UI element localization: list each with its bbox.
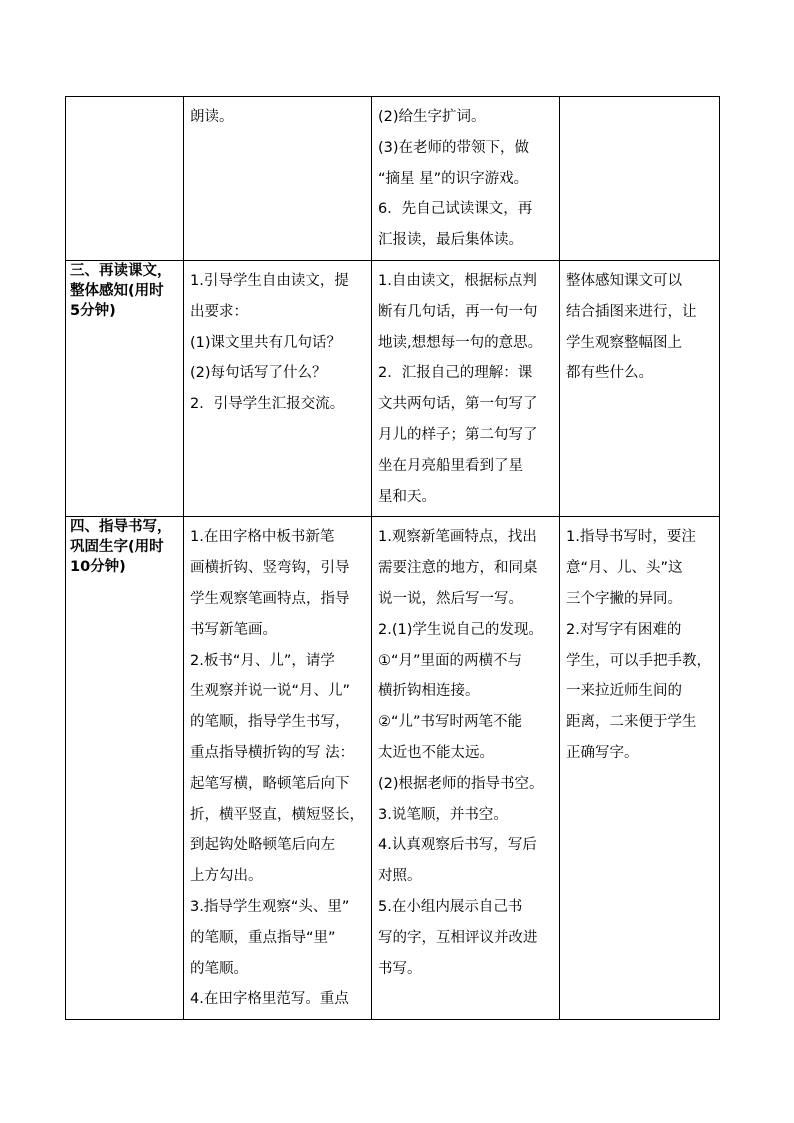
- text-line: 写的字，互相评议并改进: [378, 929, 538, 946]
- text-line: 3.说笔顺，并书空。: [378, 806, 508, 823]
- text-line: 太近也不能太远。: [378, 744, 494, 761]
- text-line: 上方勾出。: [190, 868, 263, 885]
- text-line: 学生观察笔画特点，指导: [190, 590, 350, 607]
- text-line: 意“月、儿、头”这: [566, 560, 683, 577]
- text-line: 5.在小组内展示自己书: [378, 898, 523, 915]
- text-line: ②“儿”书写时两笔不能: [378, 714, 523, 731]
- student-activity-cell: [372, 260, 560, 516]
- text-line: 1.观察新笔画特点，找出: [378, 529, 537, 546]
- text-line: 需要注意的地方，和同桌: [378, 560, 538, 577]
- text-line: (1)课文里共有几句话？: [190, 334, 342, 351]
- text-line: (2)根据老师的指导书空。: [378, 775, 544, 792]
- student-activity-cell: [372, 97, 560, 261]
- text-line: 文共两句话，第一句写了: [378, 396, 538, 413]
- text-line: 画横折钩、竖弯钩，引导: [190, 560, 350, 577]
- text-line: 汇报读，最后集体读。: [378, 232, 523, 249]
- text-line: 学生观察整幅图上: [566, 334, 682, 351]
- stage-cell: [66, 517, 184, 1020]
- text-line: 1.在田字格中板书新笔: [190, 529, 335, 546]
- text-line: (2)给生字扩词。: [378, 109, 486, 125]
- text-line: 2．汇报自己的理解：课: [378, 365, 533, 382]
- stage-title-line: 巩固生字(用时: [70, 539, 164, 556]
- text-line: 重点指导横折钩的写 法：: [190, 744, 355, 761]
- text-line: 断有几句话，再一句一句: [378, 303, 538, 320]
- text-line: 正确写字。: [566, 744, 639, 761]
- text-line: 学生，可以手把手教，: [566, 652, 711, 669]
- text-line: 距离，二来便于学生: [566, 714, 697, 731]
- text-line: 的笔顺，重点指导“里”: [190, 929, 336, 946]
- text-line: ①“月”里面的两横不与: [378, 652, 523, 669]
- text-line: 星和天。: [378, 488, 436, 505]
- table-row: [66, 97, 720, 261]
- text-line: 4.认真观察后书写，写后: [378, 837, 537, 854]
- text-line: “摘星 星”的识字游戏。: [378, 170, 529, 187]
- table-row: [66, 517, 720, 1020]
- text-line: 到起钩处略顿笔后向左: [190, 837, 335, 854]
- text-line: 6．先自己试读课文，再: [378, 201, 533, 218]
- text-line: 2．引导学生汇报交流。: [190, 396, 345, 413]
- table-row: [66, 260, 720, 516]
- text-line: 一来拉近师生间的: [566, 683, 682, 700]
- text-line: (2)每句话写了什么？: [190, 365, 327, 382]
- text-line: 坐在月亮船里看到了星: [378, 457, 523, 474]
- text-line: 3.指导学生观察“头、里”: [190, 898, 350, 915]
- text-line: 结合插图来进行，让: [566, 303, 697, 320]
- stage-cell: [66, 97, 184, 261]
- text-line: 出要求：: [190, 303, 248, 320]
- text-line: 起笔写横，略顿笔后向下: [190, 775, 350, 792]
- text-line: 2.板书“月、儿”，请学: [190, 652, 335, 669]
- lesson-plan-table: [65, 96, 720, 1020]
- text-line: 书写。: [378, 960, 422, 977]
- text-line: 的笔顺。: [190, 960, 248, 977]
- teacher-activity-cell: [184, 260, 372, 516]
- text-line: 书写新笔画。: [190, 621, 277, 638]
- text-line: 的笔顺，指导学生书写，: [190, 714, 350, 731]
- text-line: 生观察并说一说“月、儿”: [190, 683, 351, 700]
- stage-title-line: 10分钟): [70, 559, 126, 576]
- teacher-activity-cell: [184, 517, 372, 1020]
- design-intent-cell: [560, 517, 720, 1020]
- text-line: 对照。: [378, 868, 422, 885]
- text-line: 地读,想想每一句的意思。: [378, 334, 543, 351]
- teacher-activity-cell: [184, 97, 372, 261]
- text-line: 三个字撇的异同。: [566, 590, 682, 607]
- text-line: (3)在老师的带领下，做: [378, 139, 530, 156]
- stage-title-line: 5分钟): [70, 302, 116, 319]
- text-line: 1.指导书写时，要注: [566, 529, 696, 546]
- text-line: 2.(1)学生说自己的发现。: [378, 621, 543, 638]
- text-line: 折，横平竖直，横短竖长，: [190, 806, 364, 823]
- stage-title-line: 四、指导书写，: [70, 519, 172, 536]
- text-line: 月儿的样子；第二句写了: [378, 426, 538, 443]
- text-line: 1.引导学生自由读文，提: [190, 272, 349, 289]
- design-intent-cell: [560, 97, 720, 261]
- text-line: 朗读。: [190, 109, 234, 125]
- text-line: 1.自由读文，根据标点判: [378, 272, 537, 289]
- text-line: 说一说，然后写一写。: [378, 590, 523, 607]
- text-line: 整体感知课文可以: [566, 272, 682, 289]
- text-line: 横折钩相连接。: [378, 683, 480, 700]
- text-line: 4.在田字格里范写。重点: [190, 991, 349, 1008]
- stage-cell: [66, 260, 184, 516]
- text-line: 都有些什么。: [566, 365, 653, 382]
- stage-title-line: 整体感知(用时: [70, 282, 164, 299]
- text-line: 2.对写字有困难的: [566, 621, 682, 638]
- design-intent-cell: [560, 260, 720, 516]
- student-activity-cell: [372, 517, 560, 1020]
- stage-title-line: 三、再读课文，: [70, 262, 172, 279]
